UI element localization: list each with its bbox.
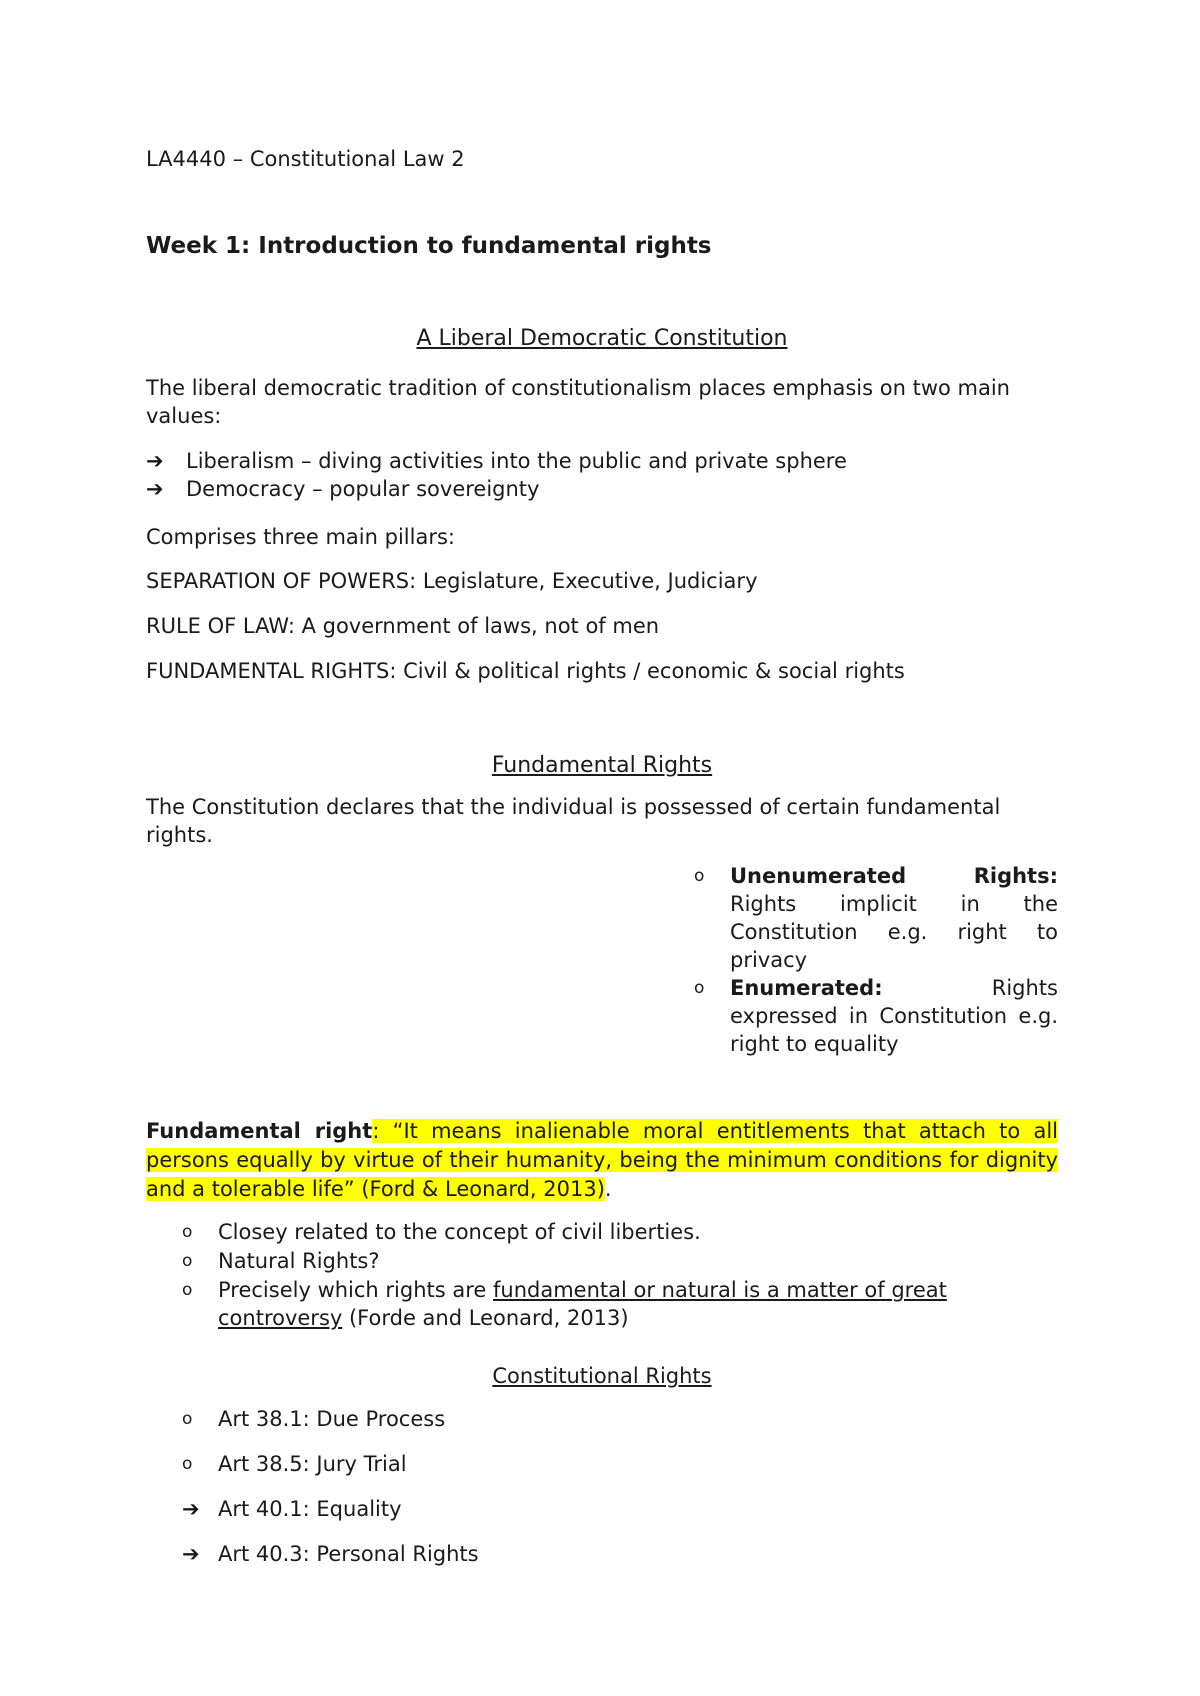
section-heading-fundamental-rights: Fundamental Rights: [491, 753, 713, 778]
pillars-intro: Comprises three main pillars:: [146, 525, 455, 549]
pillar-fundamental-rights: FUNDAMENTAL RIGHTS: Civil & political rights / economic & social rights: [146, 659, 905, 683]
value-liberalism: Liberalism – diving activities into the public and private sphere: [186, 449, 847, 473]
right-type-text: Rights expressed in Constitution e.g. right to equality: [730, 976, 1058, 1056]
right-type-title: Enumerated:: [730, 976, 883, 1000]
pillar-separation-of-powers: SEPARATION OF POWERS: Legislature, Executive, Judiciary: [146, 569, 758, 593]
course-title: LA4440 – Constitutional Law 2: [146, 147, 465, 171]
list-item: [146, 447, 847, 475]
list-item: [694, 974, 1058, 1058]
arrow-bullet-icon: ➔: [146, 477, 164, 501]
arrow-bullet-icon: ➔: [182, 1542, 200, 1566]
section-heading-constitutional-rights: Constitutional Rights: [492, 1364, 712, 1388]
list-item: [694, 862, 1058, 974]
list-item: [182, 1495, 479, 1540]
sub-point-natural-rights: Natural Rights?: [218, 1249, 380, 1273]
article-due-process: Art 38.1: Due Process: [218, 1407, 446, 1431]
values-list: [146, 447, 847, 503]
week-heading: Week 1: Introduction to fundamental rights: [146, 233, 712, 259]
list-item: [182, 1218, 1058, 1247]
constitutional-rights-list: [182, 1405, 479, 1585]
article-equality: Art 40.1: Equality: [218, 1497, 402, 1521]
arrow-bullet-icon: ➔: [146, 449, 164, 473]
circle-bullet-icon: o: [182, 1454, 193, 1474]
right-type-title: Unenumerated Rights:: [730, 864, 1058, 888]
circle-bullet-icon: o: [182, 1251, 193, 1271]
section-heading-liberal-democratic: A Liberal Democratic Constitution: [416, 326, 788, 351]
right-types-list: [694, 862, 1058, 1058]
underlined-text: fundamental or natural is a matter of great controversy: [218, 1278, 947, 1330]
definition-quote-highlighted: “It means inalienable moral entitlements that attach to all persons equally by virtue of their humanity, being the minimum conditions for dignity and a tolerable life” (Ford & Leonard, 2013): [146, 1119, 1059, 1201]
circle-bullet-icon: o: [694, 978, 705, 998]
pillar-rule-of-law: RULE OF LAW: A government of laws, not of men: [146, 614, 660, 638]
list-item: [182, 1276, 1058, 1334]
liberal-intro-paragraph: The liberal democratic tradition of constitutionalism places emphasis on two main values:: [146, 376, 1010, 428]
definition-sub-points: [182, 1218, 1058, 1334]
list-item: [182, 1450, 479, 1495]
circle-bullet-icon: o: [182, 1222, 193, 1242]
definition-label: Fundamental right: [146, 1119, 373, 1143]
fundamental-right-definition: [146, 1117, 1058, 1204]
circle-bullet-icon: o: [182, 1280, 193, 1300]
list-item: [182, 1405, 479, 1450]
article-personal-rights: Art 40.3: Personal Rights: [218, 1542, 479, 1566]
sub-point-controversy: Precisely which rights are fundamental or natural is a matter of great controversy (Forde and Leonard, 2013): [218, 1278, 947, 1330]
list-item: [182, 1540, 479, 1585]
sub-point-civil-liberties: Closey related to the concept of civil liberties.: [218, 1220, 701, 1244]
definition-end: .: [604, 1177, 612, 1201]
article-jury-trial: Art 38.5: Jury Trial: [218, 1452, 407, 1476]
list-item: [146, 475, 847, 503]
list-item: [182, 1247, 1058, 1276]
circle-bullet-icon: o: [182, 1409, 193, 1429]
right-type-text: Rights implicit in the Constitution e.g. right to privacy: [730, 892, 1058, 972]
fundamental-intro-paragraph: The Constitution declares that the individual is possessed of certain fundamental rights.: [146, 795, 1001, 847]
arrow-bullet-icon: ➔: [182, 1497, 200, 1521]
definition-colon: :: [372, 1119, 380, 1143]
value-democracy: Democracy – popular sovereignty: [186, 477, 540, 501]
circle-bullet-icon: o: [694, 866, 705, 886]
